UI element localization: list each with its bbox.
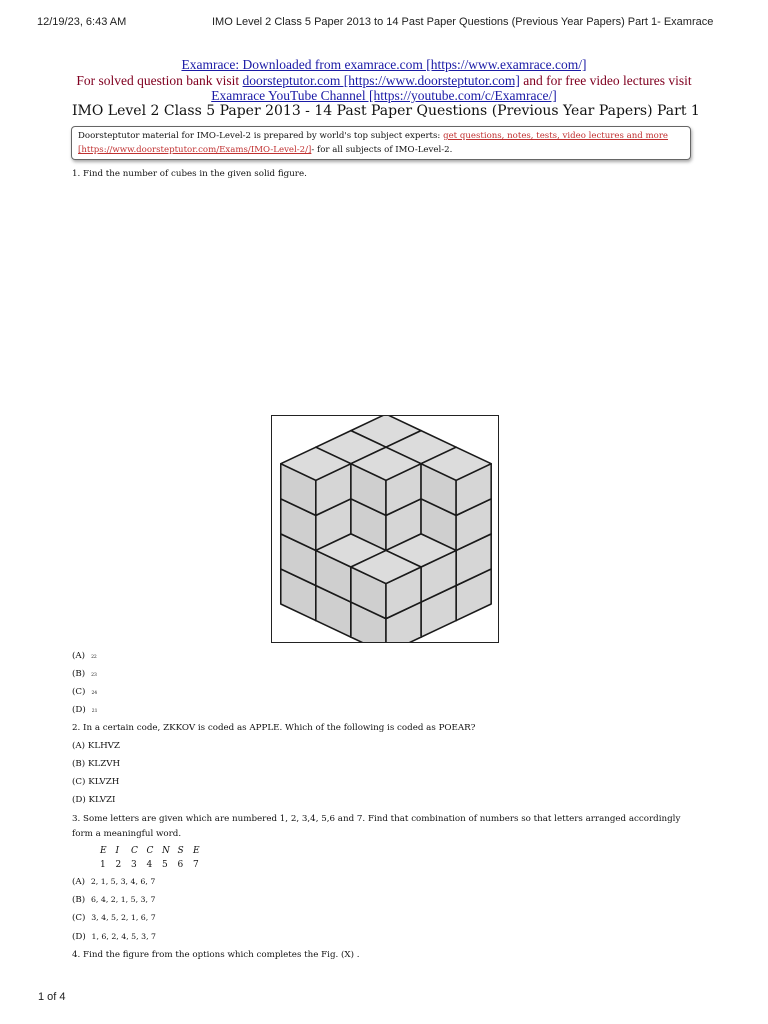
q3-number: 2: [115, 860, 122, 870]
option-label: (C): [72, 777, 86, 787]
option-label: (D): [72, 705, 86, 715]
info-box-link-main[interactable]: get questions, notes, tests, video lectures and more: [443, 131, 669, 141]
q1-option-c[interactable]: [72, 687, 97, 697]
q3-option-d[interactable]: [72, 932, 156, 942]
q3-option-b[interactable]: [72, 895, 155, 905]
option-value: KLZVH: [87, 759, 121, 769]
q3-number: 7: [193, 860, 199, 870]
q3-number: 4: [146, 860, 153, 870]
option-label: (C): [72, 913, 86, 923]
option-label: (B): [72, 759, 86, 769]
option-label: (D): [72, 795, 86, 805]
q3-letter: E: [193, 846, 200, 856]
q2-option-b[interactable]: [72, 759, 120, 769]
banner-prefix: For solved question bank visit: [76, 73, 243, 88]
q1-option-b[interactable]: [72, 669, 97, 679]
q3-letter: I: [115, 846, 120, 856]
q3-number: 1: [100, 860, 106, 870]
page-counter: 1 of 4: [38, 991, 66, 1003]
print-page-title: IMO Level 2 Class 5 Paper 2013 to 14 Past Paper Questions (Previous Year Papers) Part 1- Examrace: [212, 16, 714, 28]
q1-option-d[interactable]: [72, 705, 97, 715]
option-value: 2, 1, 5, 3, 4, 6, 7: [90, 877, 156, 886]
q3-option-a[interactable]: [72, 877, 155, 887]
info-box-prefix: Doorsteptutor material for IMO-Level-2 is prepared by world's top subject experts:: [78, 131, 444, 141]
q3-letter-row: [100, 846, 209, 856]
document-title: IMO Level 2 Class 5 Paper 2013 - 14 Past Paper Questions (Previous Year Papers) Part 1: [72, 103, 700, 119]
option-value: 6, 4, 2, 1, 5, 3, 7: [90, 895, 156, 904]
cube-figure-svg: [272, 416, 498, 642]
q3-number: 6: [177, 860, 184, 870]
option-label: (A): [72, 741, 86, 751]
option-value: KLHVZ: [87, 741, 120, 751]
option-value: 21: [91, 709, 98, 714]
q3-letter: C: [146, 846, 154, 856]
youtube-link[interactable]: Examrace YouTube Channel [https://youtube.com/c/Examrace/]: [211, 88, 557, 103]
info-box: [71, 126, 691, 160]
q3-number: 5: [162, 860, 168, 870]
option-value: KLVZI: [88, 795, 116, 805]
option-value: 1, 6, 2, 4, 5, 3, 7: [91, 932, 156, 941]
q3-letter: S: [177, 846, 184, 856]
question-3-text-line2: form a meaningful word.: [72, 829, 182, 839]
q1-option-a[interactable]: [72, 651, 97, 661]
q3-number: 3: [131, 860, 137, 870]
option-label: (C): [72, 687, 86, 697]
examrace-banner-line: [0, 56, 768, 73]
option-label: (A): [72, 877, 86, 887]
cube-solid-figure: [271, 415, 499, 643]
option-value: 22: [91, 655, 97, 660]
q2-option-d[interactable]: [72, 795, 116, 805]
question-1-text: 1. Find the number of cubes in the given solid figure.: [72, 169, 307, 179]
q2-option-c[interactable]: [72, 777, 119, 787]
print-datetime: 12/19/23, 6:43 AM: [37, 16, 127, 28]
option-label: (B): [72, 669, 86, 679]
option-label: (D): [72, 932, 86, 942]
examrace-link[interactable]: Examrace: Downloaded from examrace.com [https://www.examrace.com/]: [181, 57, 587, 72]
question-2-text: 2. In a certain code, ZKKOV is coded as APPLE. Which of the following is coded as POEAR?: [72, 723, 476, 733]
option-value: 3, 4, 5, 2, 1, 6, 7: [91, 913, 156, 922]
option-value: 23: [91, 673, 97, 678]
option-label: (B): [72, 895, 86, 905]
q3-number-row: [100, 860, 209, 870]
option-value: KLVZH: [88, 777, 120, 787]
info-box-link-url[interactable]: [https://www.doorsteptutor.com/Exams/IMO-Level-2/]: [78, 145, 312, 155]
info-box-suffix: - for all subjects of IMO-Level-2.: [311, 145, 453, 155]
question-3-text-line1: 3. Some letters are given which are numbered 1, 2, 3,4, 5,6 and 7. Find that combination of numbers so that letters arranged accordingly: [72, 814, 681, 824]
question-4-text: 4. Find the figure from the options which completes the Fig. (X) .: [72, 950, 360, 960]
q3-letter: C: [131, 846, 138, 856]
youtube-banner-line: [0, 87, 768, 104]
q3-option-c[interactable]: [72, 913, 156, 923]
q3-letter: E: [100, 846, 107, 856]
option-value: 24: [91, 691, 98, 696]
banner-suffix: and for free video lectures visit: [519, 73, 692, 88]
q2-option-a[interactable]: [72, 741, 120, 751]
option-label: (A): [72, 651, 86, 661]
doorsteptutor-link[interactable]: doorsteptutor.com [https://www.doorsteptutor.com]: [242, 73, 520, 88]
q3-letter: N: [162, 846, 170, 856]
